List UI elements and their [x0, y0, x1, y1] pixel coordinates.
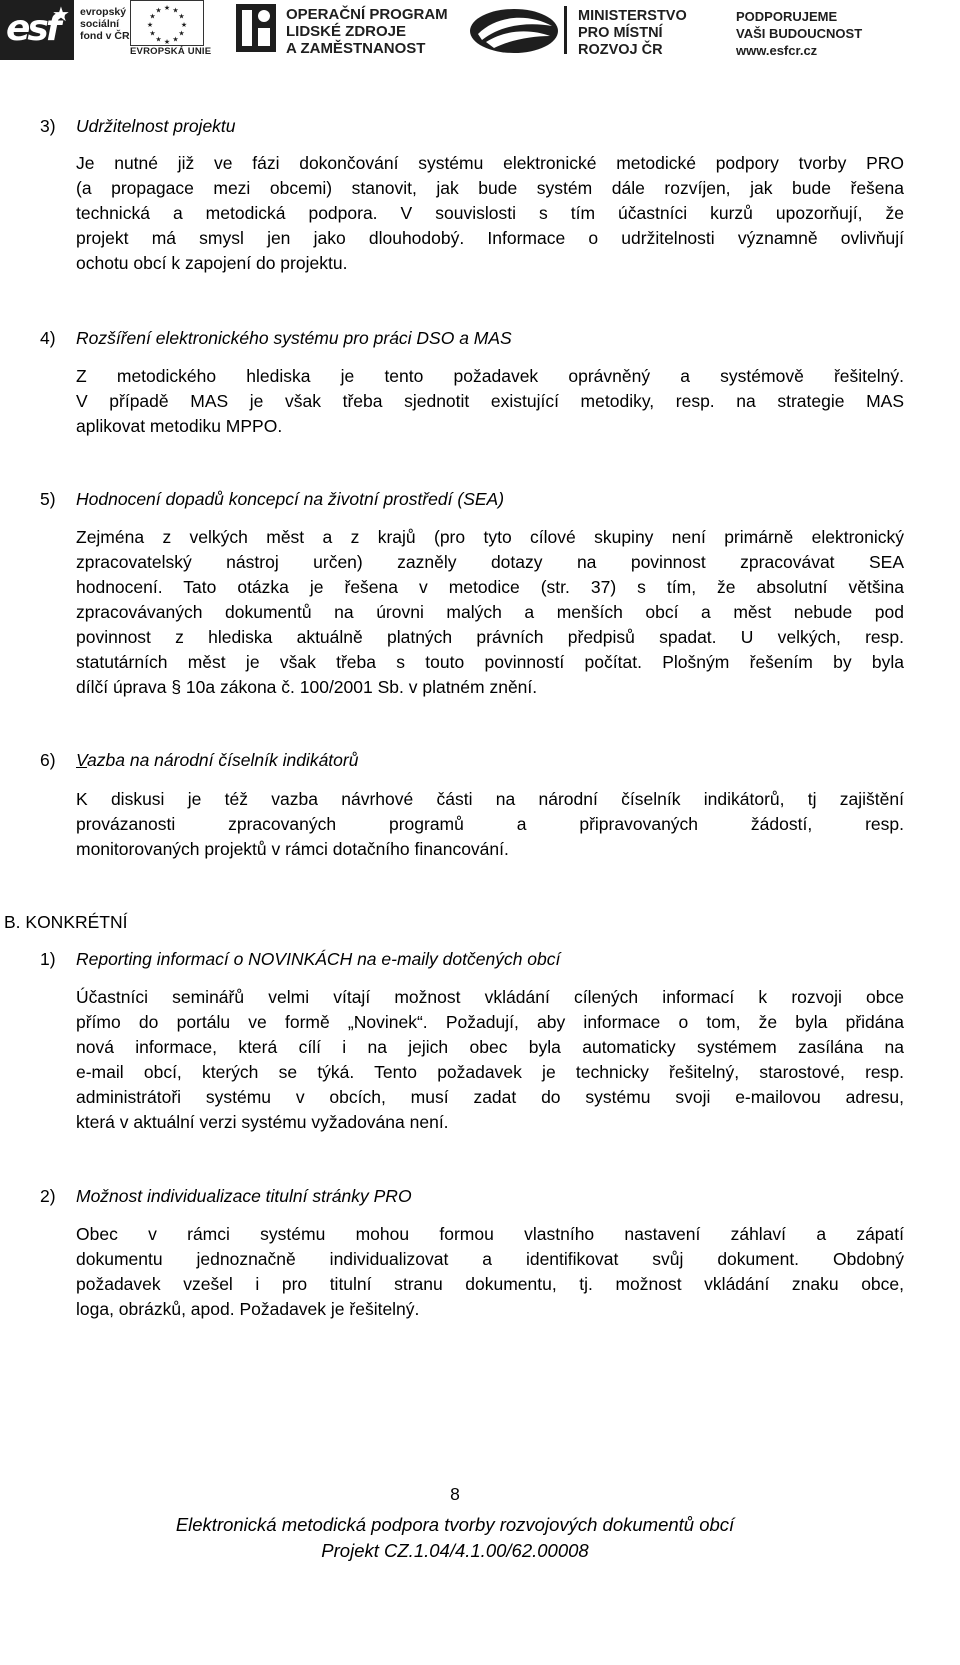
- section-number: 4): [40, 328, 56, 348]
- paragraph-line: dokumentu jednoznačně individualizovat a identifikovat svůj dokument. Obdobný: [76, 1249, 904, 1269]
- paragraph-line: nová informace, která cílí i na jejich obec byla automaticky systémem zasílána na: [76, 1037, 904, 1057]
- paragraph-line: K diskusi je též vazba návrhové části na národní číselník indikátorů, tj zajištění: [76, 789, 904, 809]
- paragraph-line: V případě MAS je však třeba sjednotit existující metodiky, resp. na strategie MAS: [76, 391, 904, 411]
- paragraph-line: Obec v rámci systému mohou formou vlastního nastavení záhlaví a zápatí: [76, 1224, 904, 1244]
- svg-text:★: ★: [155, 35, 162, 44]
- mmr-emblem-icon: [468, 6, 560, 56]
- mmr-line: MINISTERSTVO: [578, 8, 687, 24]
- svg-text:★: ★: [155, 6, 162, 15]
- header-divider: [564, 6, 567, 54]
- esfcr-link[interactable]: www.esfcr.cz: [736, 43, 818, 58]
- section-heading: Hodnocení dopadů koncepcí na životní prostředí (SEA): [76, 489, 505, 509]
- esf-logo: [0, 0, 74, 60]
- paragraph-line: která v aktuální verzi systému vyžadována není.: [76, 1112, 449, 1132]
- heading-rest: azba na národní číselník indikátorů: [87, 750, 359, 770]
- section-number: 5): [40, 489, 56, 509]
- paragraph-line: hodnocení. Tato otázka je řešena v metodice (str. 37) s tím, že absolutní většina: [76, 577, 904, 597]
- section-number: 2): [40, 1186, 56, 1206]
- paragraph-line: Z metodického hlediska je tento požadavek oprávněný a systémově řešitelný.: [76, 366, 904, 386]
- svg-text:★: ★: [178, 12, 185, 21]
- paragraph-line: monitorovaných projektů v rámci dotačního financování.: [76, 839, 509, 859]
- slogan-line: PODPORUJEME: [736, 9, 838, 24]
- paragraph-line: administrátoři systému v obcích, musí zadat do systému svoji e-mailovou adresu,: [76, 1087, 904, 1107]
- paragraph-line: zpracovatelský nástroj určen) zazněly dotazy na povinnost zpracovávat SEA: [76, 552, 904, 572]
- paragraph-line: Účastníci seminářů velmi vítají možnost vkládání cílených informací k rozvoji obce: [76, 987, 904, 1007]
- paragraph-line: projekt má smysl jen jako dlouhodobý. Informace o udržitelnosti významně ovlivňují: [76, 228, 904, 248]
- paragraph-line: dílčí úprava § 10a zákona č. 100/2001 Sb. v platném znění.: [76, 677, 538, 697]
- slogan: [736, 8, 862, 59]
- svg-text:★: ★: [163, 38, 171, 46]
- paragraph-line: požadavek vzešel i pro titulní stranu dokumentu, tj. možnost vkládání znaku obce,: [76, 1274, 904, 1294]
- esf-logo-text: esf: [6, 8, 59, 49]
- slogan-line: VAŠI BUDOUCNOST: [736, 26, 863, 41]
- svg-text:★: ★: [172, 35, 179, 44]
- heading-underlined-letter: V: [76, 750, 88, 770]
- mmr-line: PRO MÍSTNÍ: [578, 25, 663, 41]
- svg-text:★: ★: [163, 4, 171, 12]
- page-number: 8: [450, 1484, 460, 1504]
- op-lzz-title: [286, 6, 448, 57]
- esf-caption-line: evropský: [80, 6, 127, 18]
- mmr-line: ROZVOJ ČR: [578, 42, 663, 58]
- footer-line: Elektronická metodická podpora tvorby rozvojových dokumentů obcí: [175, 1514, 735, 1535]
- svg-text:★: ★: [149, 12, 156, 21]
- paragraph-line: statutárních měst je však třeba s touto povinností počítat. Plošným řešením by byla: [76, 652, 904, 672]
- esf-caption: [80, 6, 130, 42]
- paragraph-line: (a propagace mezi obcemi) stanovit, jak bude systém dále rozvíjen, jak bude řešena: [76, 178, 904, 198]
- esf-caption-line: fond v ČR: [80, 30, 130, 42]
- paragraph-line: povinnost z hlediska aktuálně platných právních předpisů spadat. U velkých, resp.: [76, 627, 904, 647]
- op-line: LIDSKÉ ZDROJE: [286, 23, 407, 40]
- section-heading: Udržitelnost projektu: [76, 116, 236, 136]
- footer-line: Projekt CZ.1.04/4.1.00/62.00008: [321, 1540, 589, 1561]
- section-number: 3): [40, 116, 56, 136]
- paragraph-line: loga, obrázků, apod. Požadavek je řešitelný.: [76, 1299, 420, 1319]
- svg-text:★: ★: [146, 21, 154, 29]
- mmr-title: [578, 8, 687, 59]
- paragraph-line: přímo do portálu ve formě „Novinek“. Požadují, aby informace o tom, že byla přidána: [76, 1012, 904, 1032]
- svg-text:★: ★: [172, 6, 179, 15]
- esf-caption-line: sociální: [80, 18, 120, 30]
- paragraph-line: ochotu obcí k zapojení do projektu.: [76, 253, 348, 273]
- paragraph-line: e-mail obcí, kterých se týká. Tento požadavek je technicky řešitelný, starostové, resp.: [76, 1062, 904, 1082]
- section-heading: [76, 748, 358, 773]
- svg-text:★: ★: [178, 29, 185, 38]
- paragraph-line: technická a metodická podpora. V souvislosti s tím účastníci kurzů upozorňují, že: [76, 203, 904, 223]
- paragraph-line: Je nutné již ve fázi dokončování systému elektronické metodické podpory tvorby PRO: [76, 153, 904, 173]
- svg-text:★: ★: [180, 21, 188, 29]
- section-heading: Rozšíření elektronického systému pro práci DSO a MAS: [76, 328, 512, 348]
- eu-label: EVROPSKÁ UNIE: [130, 46, 212, 57]
- op-lzz-icon: [236, 4, 276, 52]
- part-heading: B. KONKRÉTNÍ: [4, 912, 128, 932]
- paragraph-line: aplikovat metodiku MPPO.: [76, 416, 283, 436]
- svg-text:★: ★: [149, 29, 156, 38]
- paragraph-line: provázanosti zpracovaných programů a připravovaných žádostí, resp.: [76, 814, 904, 834]
- eu-flag-icon: [130, 0, 204, 46]
- section-heading: Možnost individualizace titulní stránky PRO: [76, 1186, 412, 1206]
- section-number: 1): [40, 949, 56, 969]
- op-line: OPERAČNÍ PROGRAM: [286, 6, 448, 23]
- op-line: A ZAMĚSTNANOST: [286, 40, 426, 57]
- paragraph-line: Zejména z velkých měst a z krajů (pro tyto cílové skupiny není primárně elektronický: [76, 527, 904, 547]
- paragraph-line: zpracovávaných dokumentů na úrovni malých a menších obcí a měst nebude pod: [76, 602, 904, 622]
- section-heading: Reporting informací o NOVINKÁCH na e-maily dotčených obcí: [76, 949, 561, 969]
- section-number: 6): [40, 750, 56, 770]
- logo-bar: [0, 0, 960, 62]
- esf-star-icon: ★: [52, 4, 70, 26]
